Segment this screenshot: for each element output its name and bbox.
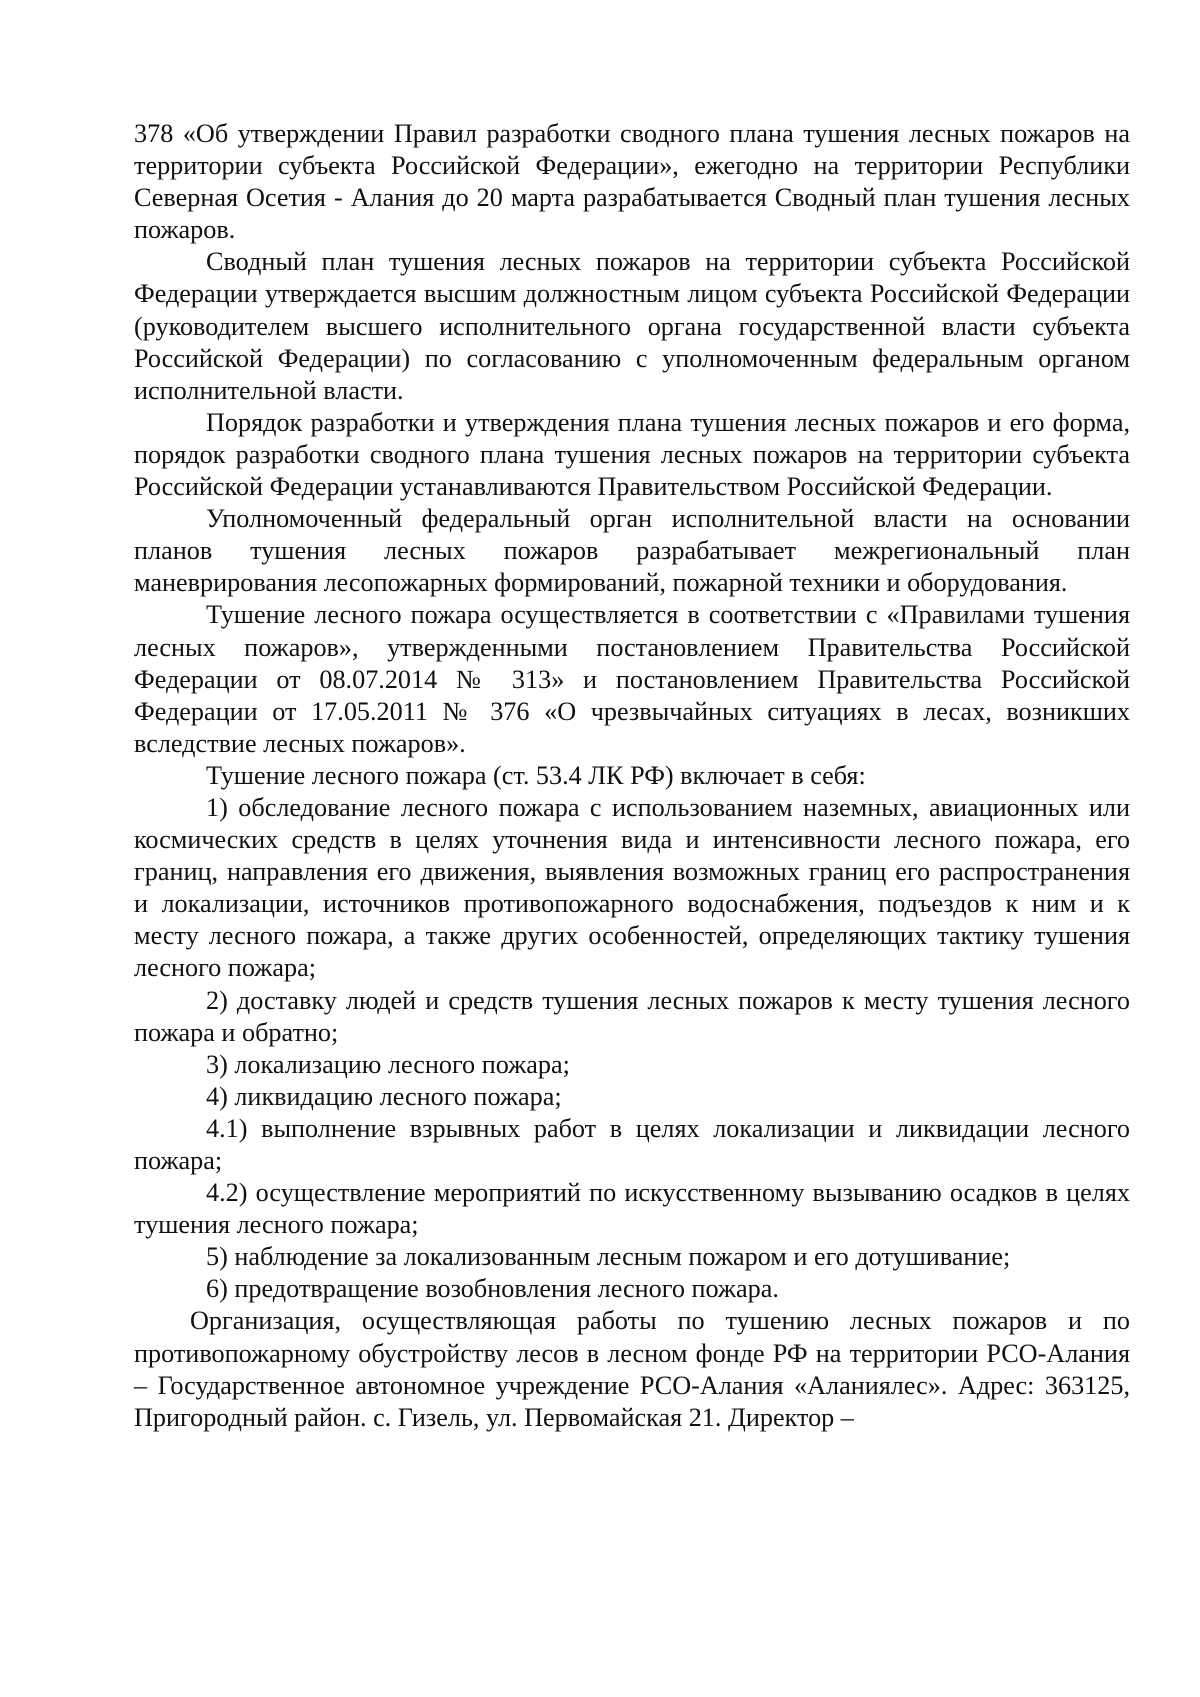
paragraph-plan-procedure: Порядок разработки и утверждения плана тушения лесных пожаров и его форма, порядок разработки сводного плана тушения лесных пожаров на территории субъекта Российской Федерации устанавливаются Правительством Российской Федерации. — [134, 407, 1130, 502]
paragraph-organization: Организация, осуществляющая работы по тушению лесных пожаров и по противопожарному обустройству лесов в лесном фонде РФ на территории РСО-Алания – Государственное автономное учреждение РСО-Алания «Аланиялес». Адрес: 363125, Пригородный район. с. Гизель, ул. Первомайская 21. Директор – — [134, 1306, 1130, 1432]
list-item-4-1: 4.1) выполнение взрывных работ в целях локализации и ликвидации лесного пожара; — [134, 1113, 1130, 1175]
list-item-5: 5) наблюдение за локализованным лесным пожаром и его дотушивание; — [206, 1242, 1011, 1272]
list-item-6: 6) предотвращение возобновления лесного пожара. — [206, 1274, 779, 1304]
list-item-2: 2) доставку людей и средств тушения лесных пожаров к месту тушения лесного пожара и обратно; — [134, 985, 1130, 1047]
paragraph-extinguishing-includes: Тушение лесного пожара (ст. 53.4 ЛК РФ) включает в себя: — [206, 760, 866, 790]
paragraph-maneuver-plan: Уполномоченный федеральный орган исполнительной власти на основании планов тушения лесных пожаров разрабатывает межрегиональный план маневрирования лесопожарных формирований, пожарной техники и оборудования. — [134, 504, 1130, 598]
list-item-3: 3) локализацию лесного пожара; — [206, 1049, 570, 1079]
document-page — [134, 118, 1130, 1434]
list-item-1: 1) обследование лесного пожара с использованием наземных, авиационных или космических средств в целях уточнения вида и интенсивности лесного пожара, его границ, направления его движения, выявления возможных границ его распространения и локализации, источников противопожарного водоснабжения, подъездов к ним и к месту лесного пожара, а также других особенностей, определяющих тактику тушения лесного пожара; — [134, 792, 1130, 983]
list-item-4: 4) ликвидацию лесного пожара; — [206, 1081, 562, 1111]
paragraph-plan-approval: Сводный план тушения лесных пожаров на территории субъекта Российской Федерации утверждается высшим должностным лицом субъекта Российской Федерации (руководителем высшего исполнительного органа государственной власти субъекта Российской Федерации) по согласованию с уполномоченным федеральным органом исполнительной власти. — [134, 247, 1130, 405]
list-item-4-2: 4.2) осуществление мероприятий по искусственному вызыванию осадков в целях тушения лесного пожара; — [134, 1178, 1130, 1240]
paragraph-extinguishing-rules: Тушение лесного пожара осуществляется в соответствии с «Правилами тушения лесных пожаров», утвержденными постановлением Правительства Российской Федерации от 08.07.2014 № 313» и постановлением Правительства Российской Федерации от 17.05.2011 № 376 «О чрезвычайных ситуациях в лесах, возникших вследствие лесных пожаров». — [134, 600, 1130, 758]
paragraph-plan-regulation-continued: 378 «Об утверждении Правил разработки сводного плана тушения лесных пожаров на территории субъекта Российской Федерации», ежегодно на территории Республики Северная Осетия - Алания до 20 марта разрабатывается Сводный план тушения лесных пожаров. — [134, 119, 1130, 245]
